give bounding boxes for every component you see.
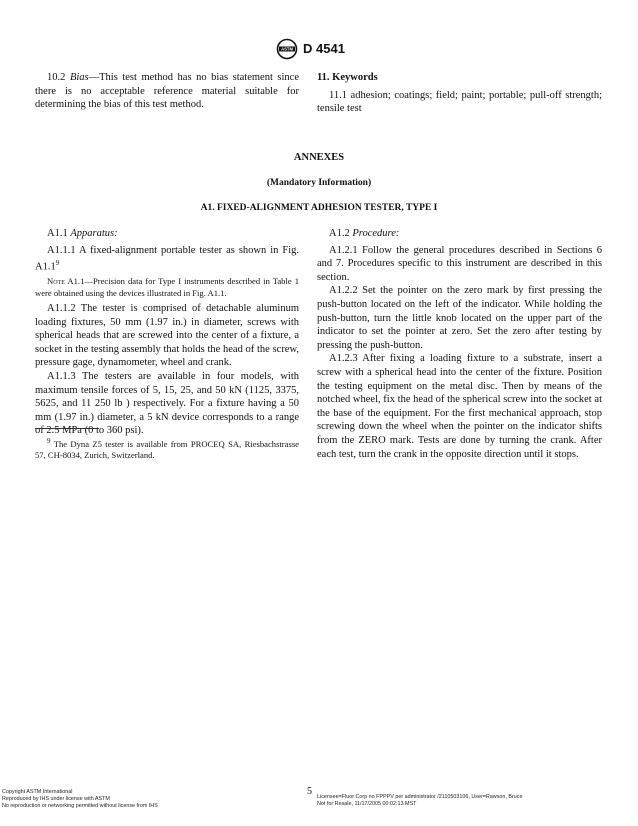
annex-subtitle: (Mandatory Information) <box>266 178 372 188</box>
section-10-2 <box>35 71 299 112</box>
paragraph-a1-1-3: A1.1.3 The testers are available in four models, with maximum tensile forces of 5, 15, 25, and 50 kN (1125, 3375, 5625, and 11 250 lb ) respectively. For a fixture having a 50 mm (1.97 in.) diameter, a 5 kN device corresponds to a range of 2.5 MPa (0 to 360 psi). <box>35 371 299 437</box>
paragraph-a1-2-1: A1.2.1 Follow the general procedures described in Sections 6 and 7. Procedures specific to this instrument are described in this section. <box>317 244 602 283</box>
note-a1-1: Note A1.1—Precision data for Type I instruments described in Table 1 were obtained using the devices illustrated in Fig. A1.1. <box>35 276 299 298</box>
paragraph-11-1: 11.1 adhesion; coatings; field; paint; portable; pull-off strength; tensile test <box>317 89 602 115</box>
paragraph-a1-2-2: A1.2.2 Set the pointer on the zero mark by first pressing the push-button located on the left of the indicator. While holding the push-button, turn the little knob located on the upper part of the indicator to set the pointer at zero. Set the zero after testing by pressing the push-button. <box>317 285 602 351</box>
right-column <box>317 227 602 461</box>
footnote-rule <box>35 428 99 429</box>
page-number: 5 <box>307 786 312 797</box>
license-footer: Licensee=Fluor Corp no FPPPV per administrator /2110503106, User=Rawson, Bruce Not for Resale, 11/17/2005 00:02:13 MST <box>317 794 523 808</box>
section-11-keywords <box>317 71 602 116</box>
heading-a1-1: A1.1 Apparatus: <box>47 228 118 239</box>
astm-logo-icon <box>276 38 298 60</box>
heading-a1-2: A1.2 Procedure: <box>329 228 400 239</box>
copyright-footer: Copyright ASTM International Reproduced by IHS under license with ASTM No reproduction or networking permitted without license from IHS <box>2 789 158 810</box>
paragraph-10-2: 10.2 Bias—This test method has no bias statement since there is no acceptable reference material suitable for determining the bias of this test method. <box>35 72 299 111</box>
annex-section-title: A1. FIXED-ALIGNMENT ADHESION TESTER, TYPE I <box>200 203 438 213</box>
document-number: D 4541 <box>303 41 345 56</box>
left-column <box>35 227 299 438</box>
annexes-title: ANNEXES <box>293 152 345 163</box>
footnote-9: $^9$ The Dyna Z5 tester is available from PROCEQ SA, Riesbachstrasse 57, CH-8034, Zurich, Switzerland. <box>35 437 299 460</box>
paragraph-a1-1-1: A1.1.1 A fixed-alignment portable tester as shown in Fig. $A1.1^9$ <box>35 244 299 273</box>
paragraph-a1-1-2: A1.1.2 The tester is comprised of detachable aluminum loading fixtures, 50 mm (1.97 in.) in diameter, screws with spherical heads that are screwed into the center of a fixture, a socket in the testing assembly that holds the head of the screw, pressure gage, dynamometer, wheel and crank. <box>35 303 299 369</box>
paragraph-a1-2-3: A1.2.3 After fixing a loading fixture to a substrate, insert a screw with a spherical head into the center of the fixture. Position the testing equipment on the metal disc. Then by means of the notched wheel, fix the head of the spherical screw into the socket at the base of the equipment. For the first mechanical approach, stop screwing down the wheel when the pointer on the indicator shifts from the ZERO mark. Tests are done by turning the crank. After each test, turn the crank in the opposite direction until it stops. <box>317 353 602 460</box>
svg-text:ASTM: ASTM <box>281 46 293 52</box>
keywords-heading: 11. Keywords <box>317 72 378 83</box>
